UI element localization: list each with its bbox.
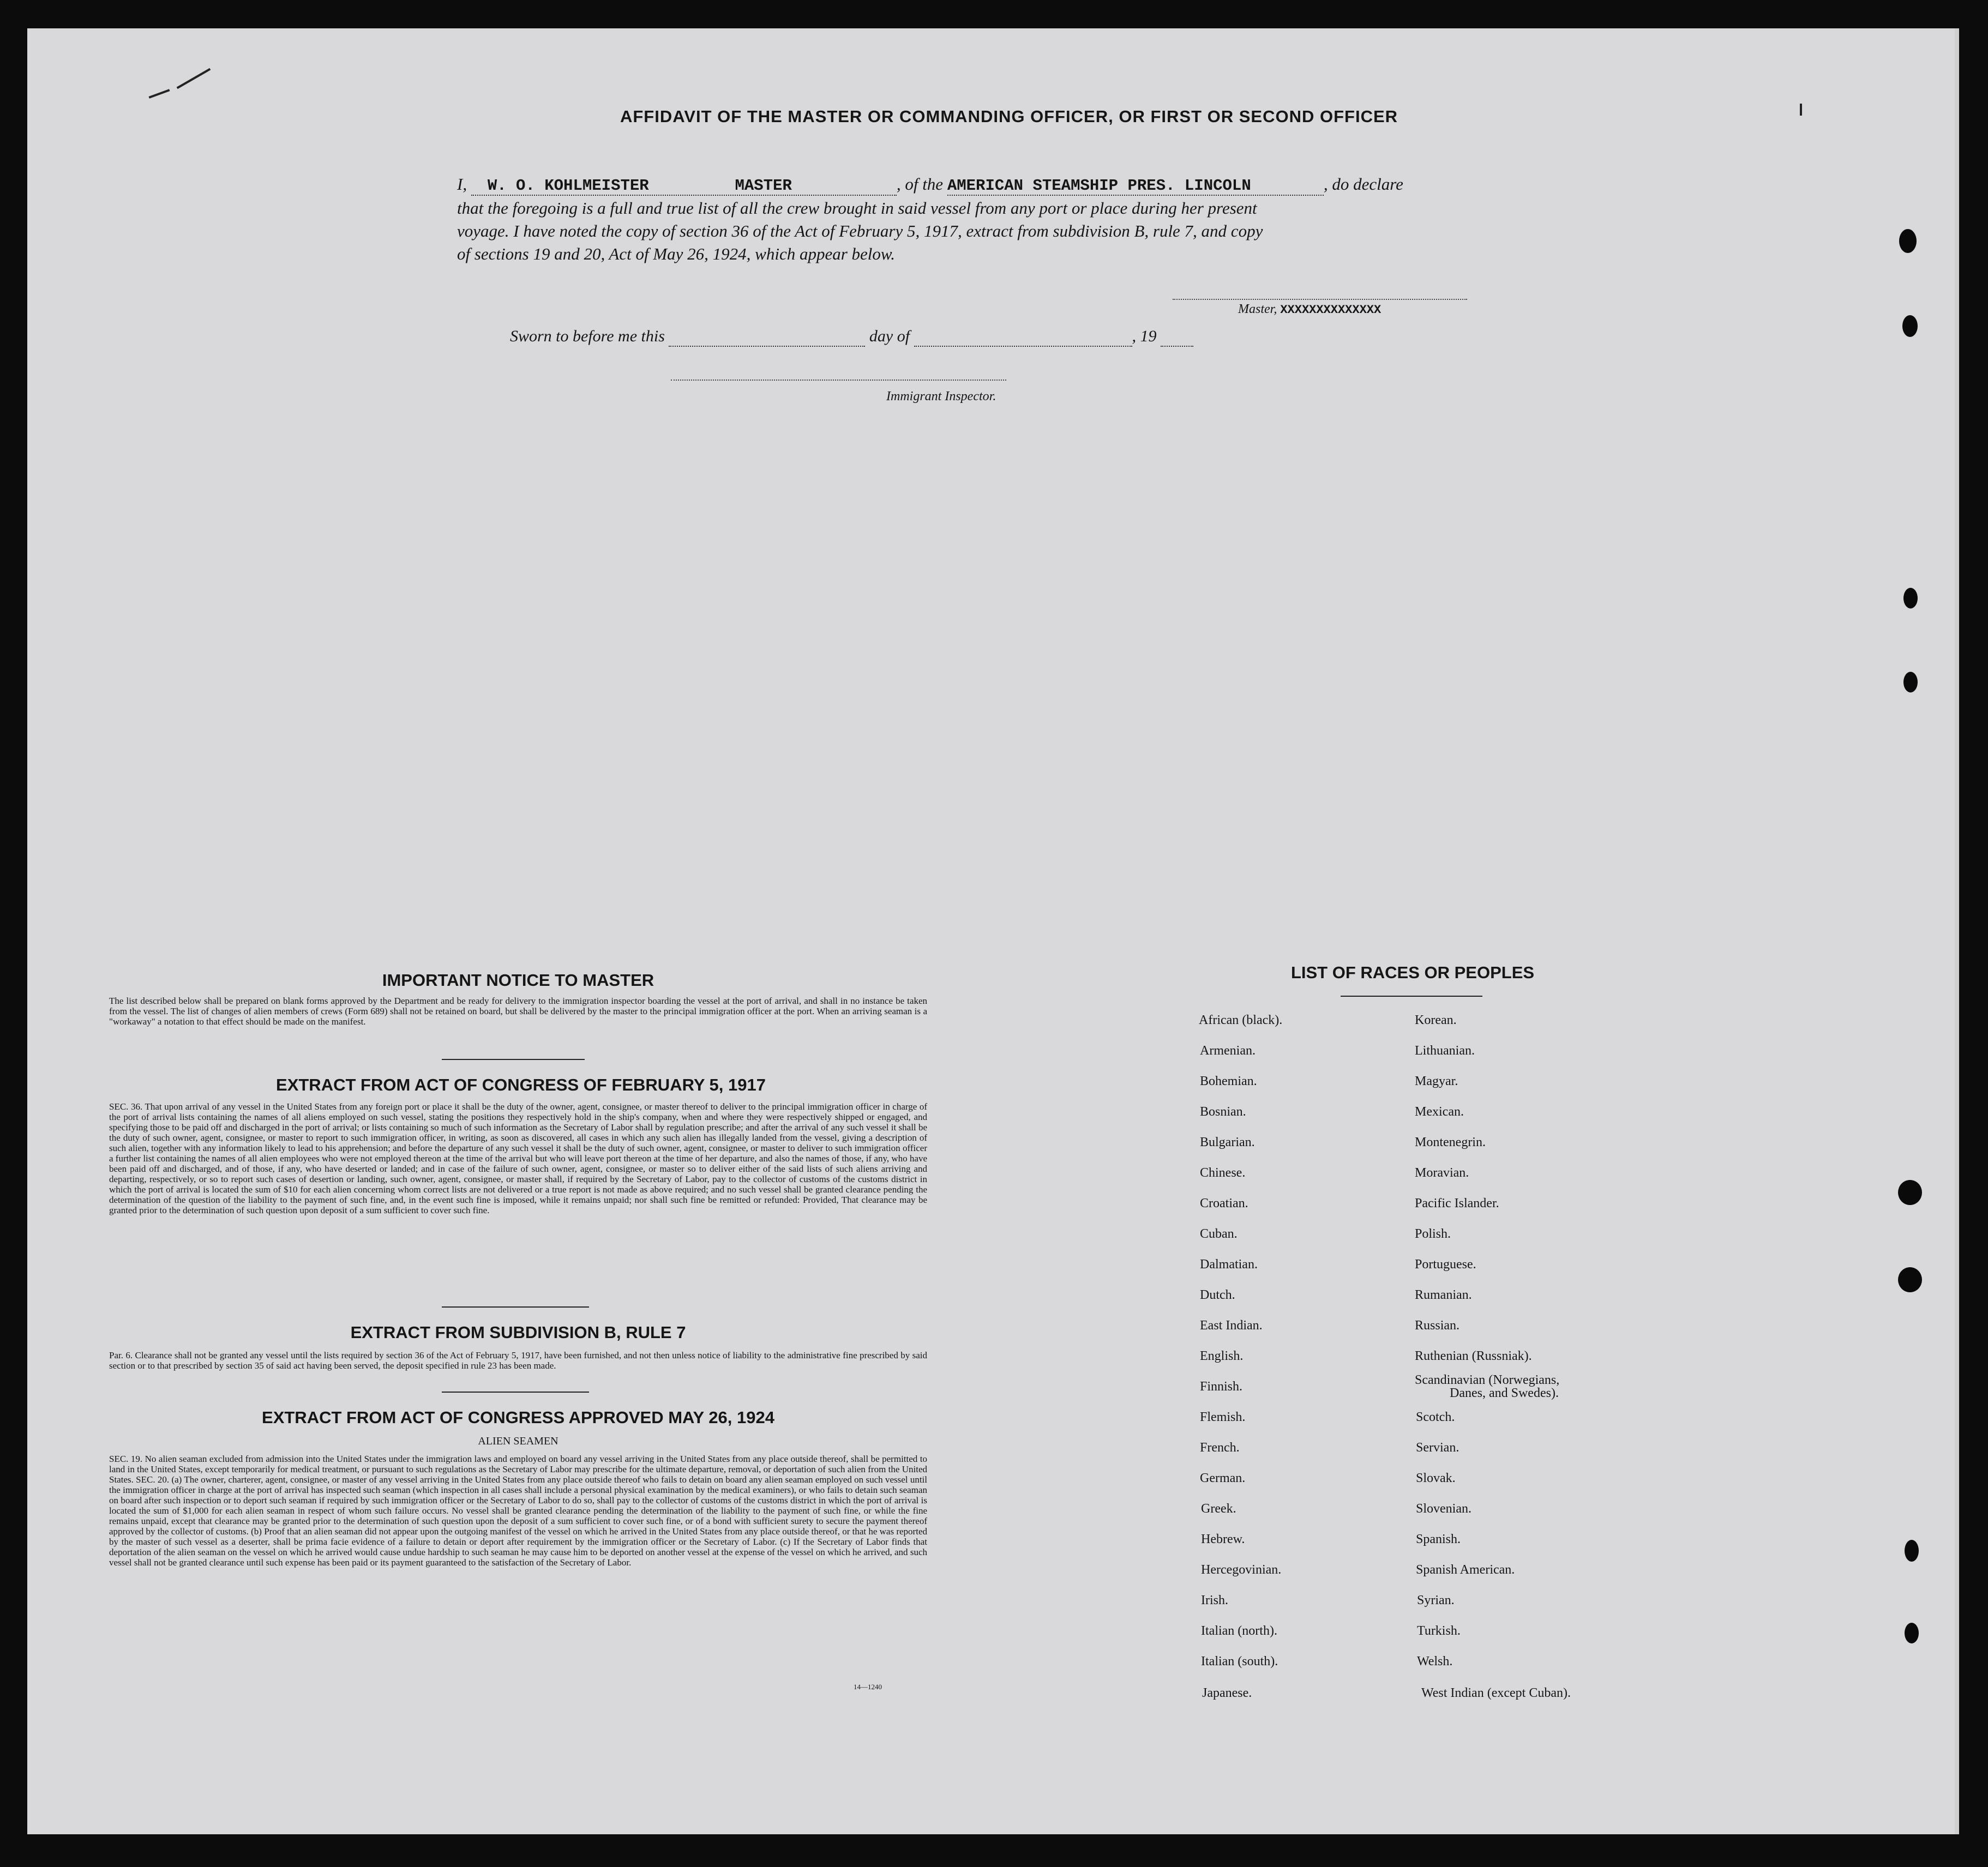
page-edge — [1955, 28, 1959, 1834]
race-item: Italian (north). — [1201, 1624, 1277, 1638]
race-item: Moravian. — [1415, 1166, 1469, 1180]
binder-hole — [1898, 1180, 1922, 1205]
race-item: Cuban. — [1200, 1227, 1238, 1241]
race-item: Slovenian. — [1416, 1502, 1472, 1516]
race-item: Servian. — [1416, 1441, 1460, 1455]
race-item: Bohemian. — [1200, 1074, 1257, 1088]
binder-hole — [1903, 588, 1918, 609]
race-item: Armenian. — [1200, 1044, 1256, 1058]
race-item: Syrian. — [1417, 1593, 1455, 1607]
race-item: Scotch. — [1416, 1410, 1455, 1424]
extract-1924-subtitle: ALIEN SEAMEN — [478, 1435, 558, 1447]
extract-1924-text: SEC. 19. No alien seaman excluded from admission into the United States under the immigration laws and employed on board any vessel arriving in the United States from any place outside thereof, shall be permitted to land in the United States, except temporarily for medical treatment, or pursuant to such regulations as the Secretary of Labor may prescribe for the ultimate departure, removal, or deportation of such alien from the United States. SEC. 20. (a) The owner, charterer, agent, consignee, or master of any vessel arriving in the United States from any place outside thereof who fails to detain on board any alien seaman employed on such vessel until the immigration officer in charge at the port of arrival has inspected such seaman (which inspection in all cases shall include a personal physical examination by the medical examiners), or who fails to detain such seaman on board after such inspection or to deport such seaman if required by such immigration officer or the Secretary of Labor to do so, shall pay to the collector of customs of the customs district in which the port of arrival is located the sum of $1,000 for each alien seaman in respect of whom such failure occurs. No vessel shall be granted clearance pending the determination of the liability to the payment of such fine, or while the fine remains unpaid, except that clearance may be granted prior to the determination of such question upon the deposit of a sum sufficient to cover such fine, or of a bond with sufficient surety to secure the payment thereof approved by the collector of customs. (b) Proof that an alien seaman did not appear upon the outgoing manifest of the vessel on which he arrived in the United States from any place outside thereof, or that he was reported by the master of such vessel as a deserter, shall be prima facie evidence of a failure to detain or deport after requirement by the immigration officer or the Secretary of Labor. (c) If the Secretary of Labor finds that deportation of the alien seaman on the vessel on which he arrived would cause undue hardship to such seaman he may cause him to be deported on another vessel at the expense of the vessel on which he arrived, and such vessel shall not be granted clearance until such expense has been paid or its payment guaranteed to the satisfaction of the Secretary of Labor. — [109, 1454, 927, 1568]
sworn-month-field — [914, 327, 1132, 347]
race-item: Finnish. — [1200, 1380, 1243, 1394]
race-item: Russian. — [1415, 1318, 1460, 1333]
race-item: Japanese. — [1202, 1686, 1252, 1700]
affidavit-title: AFFIDAVIT OF THE MASTER OR COMMANDING OFFICER, OR FIRST OR SECOND OFFICER — [620, 107, 1398, 126]
divider — [442, 1059, 585, 1060]
sworn-year-field — [1161, 327, 1193, 347]
race-item: Spanish American. — [1416, 1563, 1515, 1577]
do-declare-text: , do declare — [1323, 174, 1403, 194]
race-item: Hercegovinian. — [1201, 1563, 1282, 1577]
races-title: LIST OF RACES OR PEOPLES — [1290, 963, 1535, 982]
master-name-field — [471, 174, 897, 196]
race-item: Scandinavian (Norwegians, — [1415, 1373, 1560, 1387]
divider — [442, 1392, 589, 1393]
race-item: Irish. — [1201, 1593, 1228, 1607]
race-item: German. — [1200, 1471, 1246, 1485]
affidavit-line2: that the foregoing is a full and true list of all the crew brought in said vessel from any port or place during her present — [457, 198, 1257, 218]
extract-1917-text: SEC. 36. That upon arrival of any vessel in the United States from any foreign port or place it shall be the duty of the owner, agent, consignee, or master thereof to deliver to the principal immigration officer in charge of the port of arrival lists containing the names of all aliens employed on such vessel, stating the positions they respectively hold in the ship's company, when and where they were respectively shipped or engaged, and specifying those to be paid off and discharged in the port of arrival; or lists containing so much of such information as the Secretary of Labor shall by regulation prescribe; and after the arrival of any such vessel it shall be the duty of such owner, agent, consignee, or master to report to such immigration officer, in writing, as soon as discovered, all cases in which any such alien has illegally landed from the vessel, giving a description of such alien, together with any information likely to lead to his apprehension; and before the departure of any such vessel it shall be the duty of such owner, agent, consignee, or master to deliver to such immigration officer a further list containing the names of all alien employees who were not employed thereon at the time of the arrival but who will leave port thereon at the time of her departure, and also the names of those, if any, who have been paid off and discharged, and of those, if any, who have deserted or landed; and in case of the failure of such owner, agent, consignee, or master so to deliver either of the said lists of such aliens arriving and departing, respectively, or so to report such cases of desertion or landing, such owner, agent, consignee, or master shall, if required by the Secretary of Labor, pay to the collector of customs of the customs district in which the port of arrival is located the sum of $10 for each alien concerning whom correct lists are not delivered or a true report is not made as above required; and no such vessel shall be granted clearance pending the determination of the question of the liability to the payment of such fine, and, in the event such fine is imposed, while it remains unpaid; nor shall such fine be remitted or refunded: Provided, That clearance may be granted prior to the determination of such question upon deposit of a sum sufficient to cover such fine. — [109, 1101, 927, 1215]
race-item: Ruthenian (Russniak). — [1415, 1349, 1532, 1363]
race-item: Bulgarian. — [1200, 1135, 1255, 1149]
race-item: Italian (south). — [1201, 1654, 1278, 1669]
race-item: Danes, and Swedes). — [1450, 1386, 1559, 1400]
race-item: Dutch. — [1200, 1288, 1235, 1302]
of-the-text: , of the — [896, 174, 944, 194]
extract-1917-title: EXTRACT FROM ACT OF CONGRESS OF FEBRUARY 5, 1917 — [276, 1075, 766, 1094]
binder-hole — [1902, 315, 1918, 337]
master-struck-text: XXXXXXXXXXXXXX — [1280, 303, 1382, 317]
sworn-text: Sworn to before me this — [510, 327, 665, 345]
race-item: Korean. — [1415, 1013, 1457, 1027]
divider — [442, 1306, 589, 1308]
race-item: Flemish. — [1200, 1410, 1246, 1424]
binder-hole — [1899, 229, 1917, 253]
year-text: , 19 — [1132, 327, 1157, 345]
race-item: Rumanian. — [1415, 1288, 1472, 1302]
rule7-title: EXTRACT FROM SUBDIVISION B, RULE 7 — [350, 1323, 686, 1342]
master-signature-caption — [1238, 302, 1381, 317]
race-item: Slovak. — [1416, 1471, 1456, 1485]
binder-hole — [1905, 1540, 1919, 1562]
race-item: Pacific Islander. — [1415, 1196, 1499, 1210]
affidavit-i: I, — [457, 174, 467, 194]
master-position: MASTER — [735, 177, 792, 195]
race-item: Montenegrin. — [1415, 1135, 1486, 1149]
race-item: Greek. — [1201, 1502, 1236, 1516]
race-item: African (black). — [1199, 1013, 1283, 1027]
race-item: Hebrew. — [1201, 1532, 1245, 1546]
affidavit-line4: of sections 19 and 20, Act of May 26, 1924, which appear below. — [457, 244, 896, 263]
race-item: Bosnian. — [1200, 1105, 1246, 1119]
affidavit-line1 — [457, 174, 1526, 196]
day-of-text: day of — [869, 327, 910, 345]
race-item: West Indian (except Cuban). — [1421, 1686, 1571, 1700]
race-item: Polish. — [1415, 1227, 1451, 1241]
vessel-name-field — [947, 174, 1324, 196]
race-item: Spanish. — [1416, 1532, 1461, 1546]
race-item: Croatian. — [1200, 1196, 1248, 1210]
race-item: English. — [1200, 1349, 1244, 1363]
race-item: Turkish. — [1417, 1624, 1461, 1638]
race-item: Welsh. — [1417, 1654, 1453, 1669]
race-item: Portuguese. — [1415, 1257, 1476, 1272]
extract-1924-title: EXTRACT FROM ACT OF CONGRESS APPROVED MAY 26, 1924 — [262, 1408, 774, 1427]
race-item: Chinese. — [1200, 1166, 1246, 1180]
vessel-name: AMERICAN STEAMSHIP PRES. LINCOLN — [947, 177, 1251, 195]
notice-title: IMPORTANT NOTICE TO MASTER — [382, 971, 654, 990]
race-item: East Indian. — [1200, 1318, 1263, 1333]
form-number: 14—1240 — [854, 1683, 882, 1691]
sworn-day-field — [669, 327, 865, 347]
affidavit-line3: voyage. I have noted the copy of section 36 of the Act of February 5, 1917, extract from subdivision B, rule 7, and copy — [457, 221, 1263, 240]
race-item: Dalmatian. — [1200, 1257, 1258, 1272]
rule7-text: Par. 6. Clearance shall not be granted any vessel until the lists required by section 36 of the Act of February 5, 1917, have been furnished, and not then unless notice of liability to the administrative fine prescribed by said section or to that prescribed by section 35 of said act having been served, the deposit specified in rule 23 has been made. — [109, 1350, 927, 1371]
master-name: W. O. KOHLMEISTER — [487, 177, 649, 195]
race-item: Magyar. — [1415, 1074, 1458, 1088]
master-signature-line — [1173, 299, 1467, 300]
race-item: Mexican. — [1415, 1105, 1464, 1119]
notice-text: The list described below shall be prepared on blank forms approved by the Department and be ready for delivery to the immigration inspector boarding the vessel at the port of arrival, and shall in no instance be taken from the vessel. The list of changes of alien members of crews (Form 689) shall not be retained on board, but shall be delivered by the master to the principal immigration officer at the port. When an arriving seaman is a "workaway" a notation to that effect should be made on the manifest. — [109, 996, 927, 1027]
scratch-mark — [1800, 104, 1802, 116]
races-divider — [1341, 996, 1482, 997]
race-item: Lithuanian. — [1415, 1044, 1475, 1058]
binder-hole — [1905, 1623, 1919, 1643]
inspector-caption: Immigrant Inspector. — [886, 389, 996, 403]
race-item: French. — [1200, 1441, 1240, 1455]
sworn-line — [510, 327, 1193, 347]
master-label: Master, — [1238, 302, 1277, 316]
binder-hole — [1898, 1267, 1922, 1292]
binder-hole — [1903, 672, 1918, 692]
inspector-signature-line — [671, 380, 1006, 381]
